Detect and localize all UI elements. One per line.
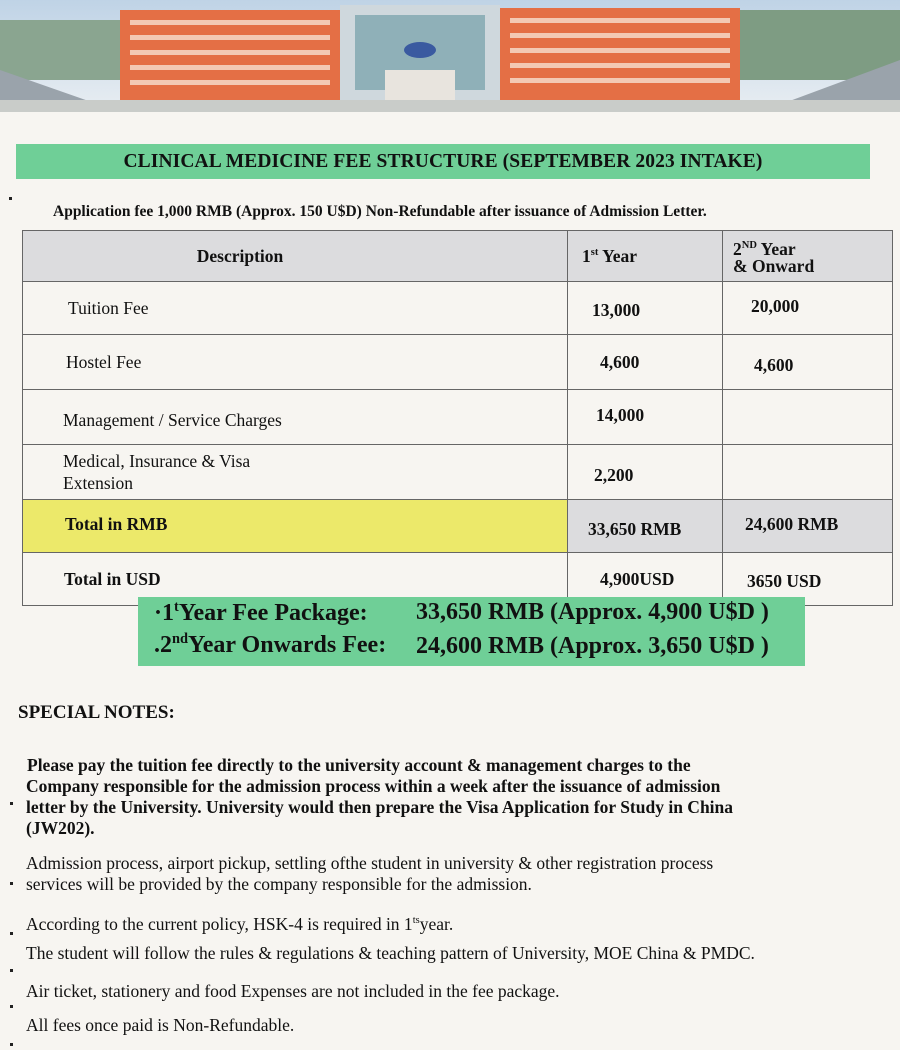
header-year-1-sup: st — [590, 246, 599, 258]
table-row — [23, 390, 893, 445]
table-header-row — [23, 231, 893, 282]
row-year-1: 4,600 — [568, 335, 723, 390]
bullet-marker — [10, 932, 13, 935]
row-year-2-empty — [723, 390, 893, 445]
note-expenses: Air ticket, stationery and food Expenses are not included in the fee package. — [26, 981, 560, 1001]
package-line-2-label: Year Onwards Fee: — [188, 632, 387, 658]
package-line-1-prefix: ·1 — [154, 600, 175, 626]
total-usd-label: Total in USD — [23, 553, 568, 606]
bullet-marker — [10, 802, 13, 805]
header-year-2-sup: ND — [741, 239, 757, 251]
note-payment-line-3: letter by the University. University would then prepare the Visa Application for Study in China — [26, 797, 734, 817]
total-rmb-year-1: 33,650 RMB — [568, 500, 723, 553]
note-admission-line-1: Admission process, airport pickup, settling ofthe student in university & other registration process — [26, 853, 714, 873]
row-label: Management / Service Charges — [23, 390, 568, 445]
row-year-1: 2,200 — [568, 445, 723, 500]
total-usd-year-2: 3650 USD — [723, 553, 893, 606]
row-year-2-empty — [723, 445, 893, 500]
package-line-1 — [154, 599, 368, 627]
total-rmb-row — [23, 500, 893, 553]
row-year-2: 20,000 — [723, 282, 893, 335]
note-hsk-text: According to the current policy, HSK-4 is required in 1 — [26, 913, 413, 934]
header-year-2-line2: & Onward — [733, 256, 815, 277]
package-line-2-prefix: .2 — [154, 632, 172, 658]
bullet-marker — [10, 969, 13, 972]
package-line-1-label: Year Fee Package: — [178, 600, 368, 626]
header-year-1-text: Year — [598, 245, 638, 266]
note-non-refundable: All fees once paid is Non-Refundable. — [26, 1015, 295, 1035]
total-rmb-label: Total in RMB — [23, 500, 568, 553]
table-row — [23, 282, 893, 335]
bullet-marker — [10, 882, 13, 885]
package-line-1-sup: t — [174, 599, 179, 615]
total-rmb-year-2: 24,600 RMB — [723, 500, 893, 553]
total-usd-year-1: 4,900USD — [568, 553, 723, 606]
header-description: Description — [23, 231, 568, 282]
note-payment-line-1: Please pay the tuition fee directly to the university account & management charges to the — [27, 755, 691, 775]
header-year-1 — [568, 231, 723, 282]
row-label: Tuition Fee — [23, 282, 568, 335]
row-year-2: 4,600 — [723, 335, 893, 390]
row-label-line-2: Extension — [63, 473, 133, 493]
header-year-2-text: Year — [756, 238, 796, 259]
package-line-1-amount: 33,650 RMB (Approx. 4,900 U$D ) — [416, 599, 769, 625]
application-fee-note: Application fee 1,000 RMB (Approx. 150 U$D) Non-Refundable after issuance of Admission Letter. — [53, 203, 707, 220]
note-admission-line-2: services will be provided by the company responsible for the admission. — [26, 874, 532, 894]
row-year-1: 14,000 — [568, 390, 723, 445]
note-payment-line-2: Company responsible for the admission process within a week after the issuance of admission — [26, 776, 721, 796]
note-hsk — [26, 910, 453, 935]
package-line-2-sup: nd — [172, 631, 189, 647]
page-title-text: CLINICAL MEDICINE FEE STRUCTURE (SEPTEMBER 2023 INTAKE) — [123, 150, 763, 172]
row-year-1: 13,000 — [568, 282, 723, 335]
campus-banner-image — [0, 0, 900, 112]
package-line-2 — [154, 631, 386, 659]
table-row — [23, 335, 893, 390]
row-label — [23, 445, 568, 500]
package-line-2-amount: 24,600 RMB (Approx. 3,650 U$D ) — [416, 633, 769, 659]
header-year-1-num: 1 — [582, 245, 591, 266]
special-notes-heading: SPECIAL NOTES: — [18, 702, 175, 723]
row-label: Hostel Fee — [23, 335, 568, 390]
fee-package-summary — [138, 597, 805, 666]
note-payment-line-4: (JW202). — [26, 818, 95, 838]
note-hsk-text-end: year. — [419, 913, 454, 934]
note-hsk-sup: ts — [412, 915, 420, 926]
table-row — [23, 445, 893, 500]
page-title — [16, 144, 870, 179]
bullet-marker — [10, 1005, 13, 1008]
note-rules: The student will follow the rules & regulations & teaching pattern of University, MOE China & PMDC. — [26, 943, 755, 963]
header-year-2 — [723, 231, 893, 282]
header-year-2-num: 2 — [733, 238, 742, 259]
bullet-marker — [10, 1043, 13, 1046]
row-label-line-1: Medical, Insurance & Visa — [63, 451, 251, 471]
bullet-marker — [9, 197, 12, 200]
fee-table — [22, 230, 893, 606]
